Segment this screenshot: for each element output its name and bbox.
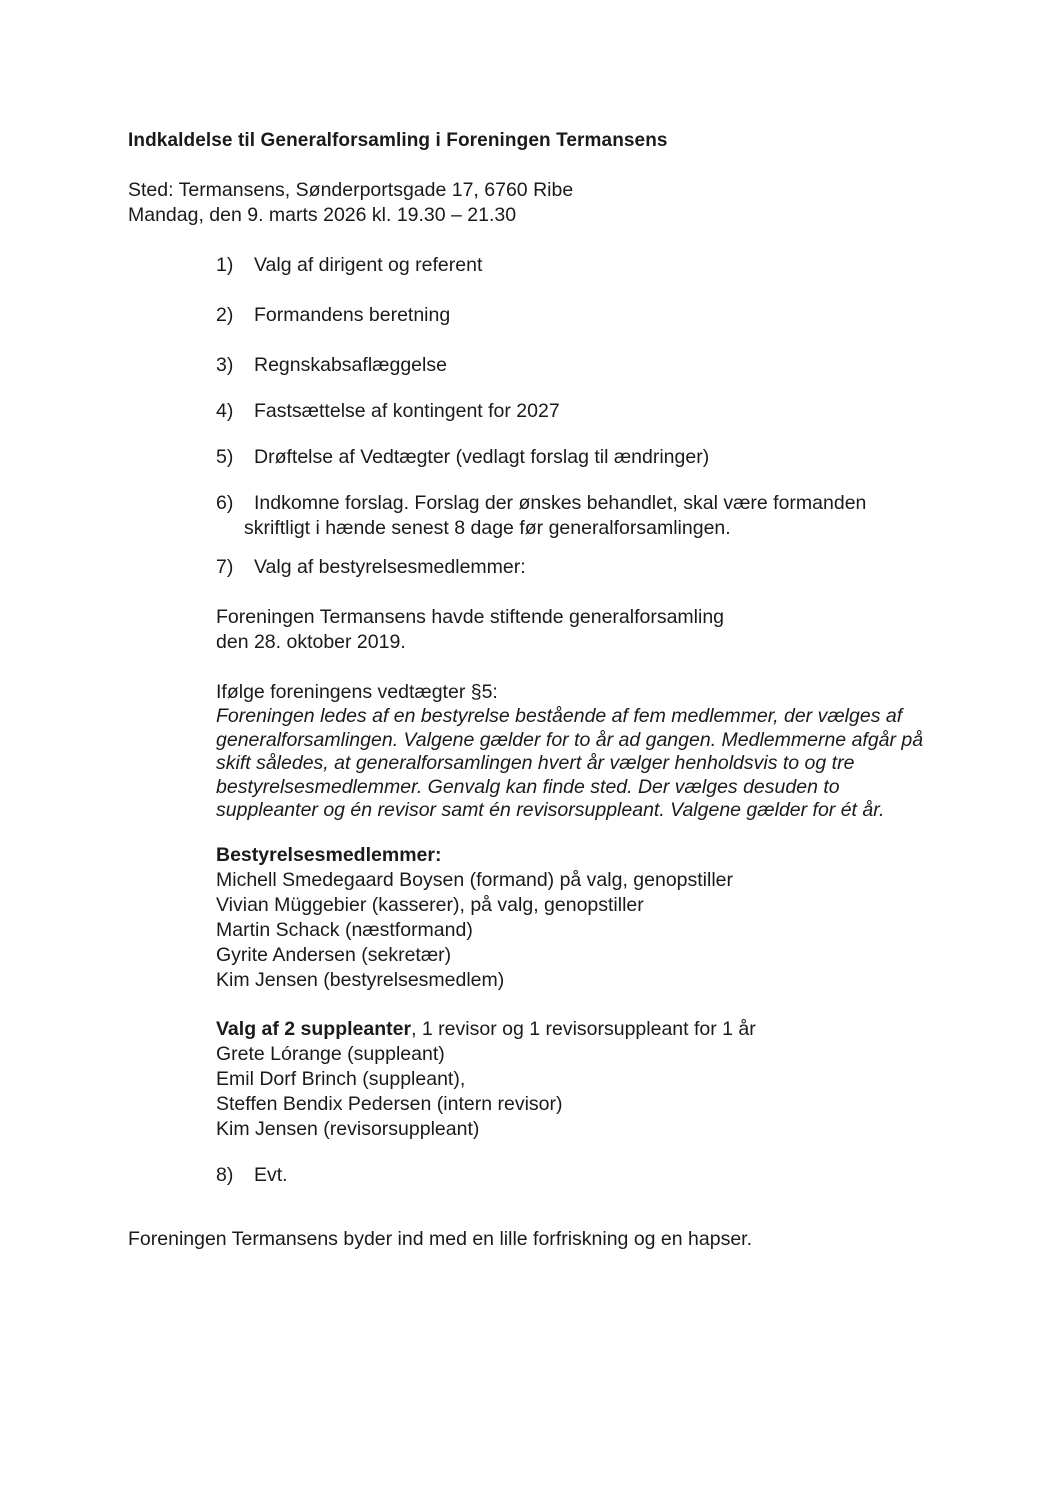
- founding-line: Foreningen Termansens havde stiftende generalforsamling: [216, 606, 725, 628]
- agenda-text-continued: skriftligt i hænde senest 8 dage før generalforsamlingen.: [244, 517, 731, 539]
- agenda-number: 2): [216, 304, 234, 326]
- alternates-heading-bold: Valg af 2 suppleanter: [216, 1018, 412, 1040]
- agenda-text: Valg af bestyrelsesmedlemmer:: [254, 556, 526, 578]
- board-heading: Bestyrelsesmedlemmer:: [216, 844, 442, 866]
- agenda-number: 4): [216, 400, 234, 422]
- agenda-number: 1): [216, 254, 234, 276]
- alternates-heading: [216, 1017, 756, 1042]
- agenda-text: Evt.: [254, 1164, 288, 1186]
- agenda-item-1: [216, 253, 482, 278]
- agenda-number: 3): [216, 354, 234, 376]
- agenda-text: Fastsættelse af kontingent for 2027: [254, 400, 560, 422]
- alternates-heading-rest: , 1 revisor og 1 revisorsuppleant for 1 år: [411, 1018, 756, 1040]
- agenda-item-4: [216, 399, 560, 424]
- bylaws-quote-line: bestyrelsesmedlemmer. Genvalg kan finde sted. Der vælges desuden to: [216, 775, 840, 798]
- bylaws-quote-line: Foreningen ledes af en bestyrelse bestående af fem medlemmer, der vælges af: [216, 705, 903, 727]
- founding-line: den 28. oktober 2019.: [216, 631, 406, 653]
- board-member: Martin Schack (næstformand): [216, 919, 473, 941]
- closing-note: Foreningen Termansens byder ind med en lille forfriskning og en hapser.: [128, 1228, 752, 1250]
- alternate-member: Emil Dorf Brinch (suppleant),: [216, 1068, 466, 1090]
- alternate-member: Grete Lórange (suppleant): [216, 1043, 445, 1065]
- board-member: Michell Smedegaard Boysen (formand) på valg, genopstiller: [216, 869, 734, 891]
- agenda-text: Valg af dirigent og referent: [254, 254, 483, 276]
- meeting-datetime: Mandag, den 9. marts 2026 kl. 19.30 – 21.30: [128, 204, 517, 226]
- agenda-item-5: [216, 445, 709, 470]
- agenda-number: 8): [216, 1164, 234, 1186]
- agenda-item-8: [216, 1163, 288, 1188]
- bylaws-intro: Ifølge foreningens vedtægter §5:: [216, 681, 498, 703]
- alternates-section: [216, 1017, 756, 1142]
- agenda-number: 7): [216, 556, 234, 578]
- agenda-item-3: [216, 353, 447, 378]
- agenda-text: Regnskabsaflæggelse: [254, 354, 447, 376]
- meeting-location: Sted: Termansens, Sønderportsgade 17, 6760 Ribe: [128, 179, 574, 201]
- bylaws-quote-line: skift således, at generalforsamlingen hvert år vælger henholdsvis to og tre: [216, 752, 855, 774]
- agenda-item-6: [216, 491, 866, 541]
- alternate-member: Kim Jensen (revisorsuppleant): [216, 1118, 480, 1140]
- board-section: [216, 843, 733, 993]
- agenda-number: 5): [216, 446, 234, 468]
- agenda-text: Indkomne forslag. Forslag der ønskes behandlet, skal være formanden: [254, 492, 867, 514]
- agenda-text: Drøftelse af Vedtægter (vedlagt forslag til ændringer): [254, 446, 710, 468]
- agenda-item-7: [216, 555, 526, 580]
- bylaws-quote: [216, 705, 923, 823]
- agenda-item-2: [216, 303, 450, 328]
- document-title: Indkaldelse til Generalforsamling i Foreningen Termansens: [128, 130, 668, 151]
- bylaws-quote-line: generalforsamlingen. Valgene gælder for to år ad gangen. Medlemmerne afgår på: [216, 728, 924, 751]
- agenda-number: 6): [216, 492, 234, 514]
- board-member: Gyrite Andersen (sekretær): [216, 944, 452, 966]
- board-member: Kim Jensen (bestyrelsesmedlem): [216, 969, 505, 991]
- board-member: Vivian Müggebier (kasserer), på valg, genopstiller: [216, 894, 644, 916]
- alternate-member: Steffen Bendix Pedersen (intern revisor): [216, 1093, 563, 1115]
- bylaws-quote-line: suppleanter og én revisor samt én revisorsuppleant. Valgene gælder for ét år.: [216, 799, 885, 821]
- agenda-text: Formandens beretning: [254, 304, 451, 326]
- founding-note: [216, 605, 724, 655]
